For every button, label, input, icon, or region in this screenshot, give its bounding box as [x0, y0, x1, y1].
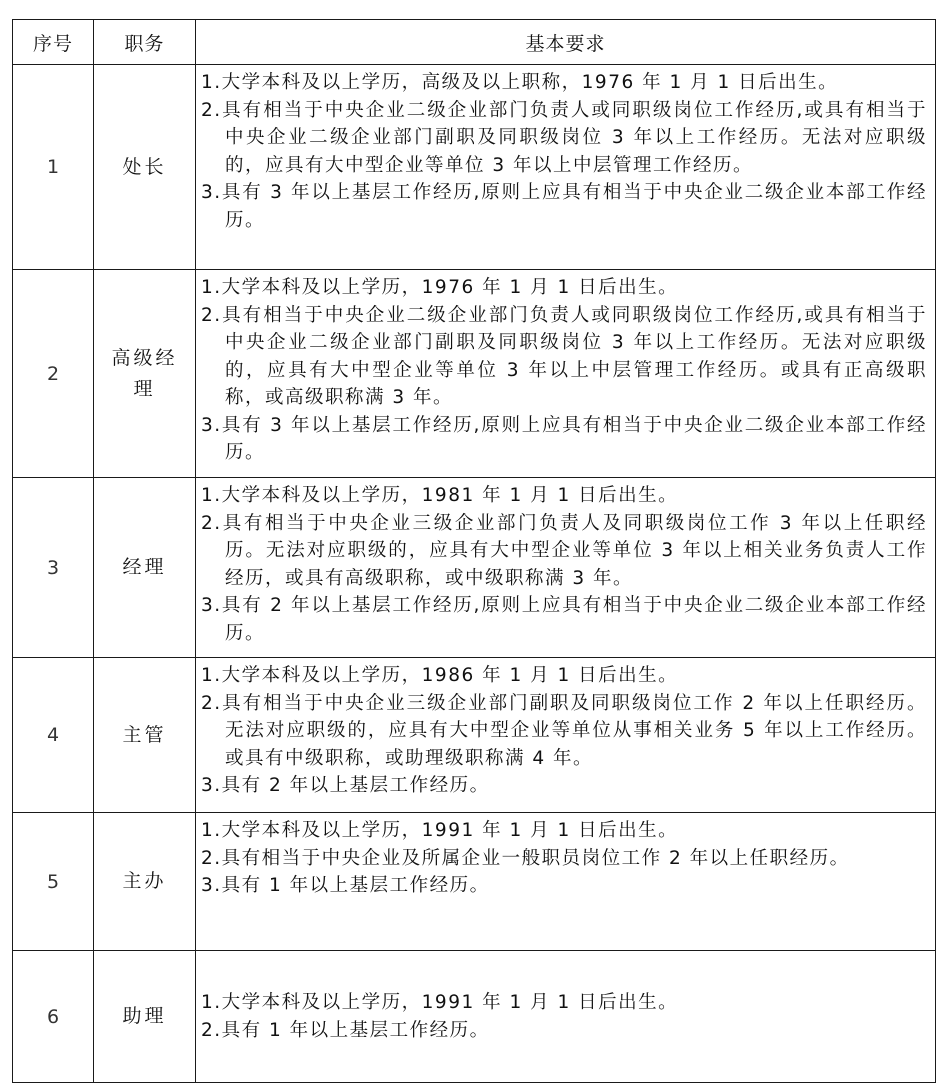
row-number: 6 [13, 951, 94, 1083]
row-position: 高级经理 [94, 270, 196, 478]
requirement-item: 1.大学本科及以上学历，1986 年 1 月 1 日后出生。 [201, 665, 679, 686]
requirement-item: 3.具有 2 年以上基层工作经历。 [201, 775, 490, 796]
requirement-item: 1.大学本科及以上学历，高级及以上职称，1976 年 1 月 1 日后出生。 [201, 72, 839, 93]
requirement-item: 1.大学本科及以上学历，1991 年 1 月 1 日后出生。 [201, 820, 679, 841]
row-requirements [196, 65, 936, 270]
requirement-item: 2.具有相当于中央企业及所属企业一般职员岗位工作 2 年以上任职经历。 [201, 847, 850, 869]
row-number: 1 [13, 65, 94, 270]
requirement-item: 3.具有 2 年以上基层工作经历,原则上应具有相当于中央企业二级企业本部工作经历。 [201, 595, 927, 644]
requirement-item: 2.具有相当于中央企业二级企业部门负责人或同职级岗位工作经历,或具有相当于中央企业二级企业部门副职及同职级岗位 3 年以上工作经历。无法对应职级的，应具有大中型企业等单位 3 年以上中层管理工作经历。 [201, 99, 927, 176]
header-no: 序号 [13, 20, 94, 65]
row-position: 经理 [94, 478, 196, 658]
row-requirements [196, 658, 936, 813]
table-row [13, 270, 936, 478]
row-requirements [196, 478, 936, 658]
requirement-item: 1.大学本科及以上学历，1981 年 1 月 1 日后出生。 [201, 485, 679, 506]
row-position: 主管 [94, 658, 196, 813]
requirement-item: 3.具有 1 年以上基层工作经历。 [201, 875, 490, 896]
table-row [13, 658, 936, 813]
row-requirements [196, 270, 936, 478]
row-position: 处长 [94, 65, 196, 270]
row-number: 2 [13, 270, 94, 478]
row-number: 3 [13, 478, 94, 658]
row-number: 4 [13, 658, 94, 813]
row-position: 助理 [94, 951, 196, 1083]
row-number: 5 [13, 813, 94, 951]
table-row [13, 478, 936, 658]
table-header-row [13, 20, 936, 65]
requirement-item: 2.具有相当于中央企业二级企业部门负责人或同职级岗位工作经历,或具有相当于中央企业二级企业部门副职及同职级岗位 3 年以上工作经历。无法对应职级的，应具有大中型企业等单位 3 年以上中层管理工作经历。或具有正高级职称，或高级职称满 3 年。 [201, 304, 927, 408]
requirement-item: 3.具有 3 年以上基层工作经历,原则上应具有相当于中央企业二级企业本部工作经历。 [201, 182, 927, 231]
requirement-item: 3.具有 3 年以上基层工作经历,原则上应具有相当于中央企业二级企业本部工作经历。 [201, 414, 927, 463]
table-row [13, 813, 936, 951]
job-requirements-table [12, 19, 936, 1083]
row-requirements [196, 813, 936, 951]
requirement-item: 2.具有 1 年以上基层工作经历。 [201, 1019, 490, 1041]
requirement-item: 2.具有相当于中央企业三级企业部门负责人及同职级岗位工作 3 年以上任职经历。无法对应职级的，应具有大中型企业等单位 3 年以上相关业务负责人工作经历，或具有高级职称，或中级职称满 3 年。 [201, 512, 927, 589]
table-row [13, 951, 936, 1083]
requirement-item: 1.大学本科及以上学历，1991 年 1 月 1 日后出生。 [201, 992, 679, 1013]
requirement-item: 1.大学本科及以上学历，1976 年 1 月 1 日后出生。 [201, 277, 679, 298]
requirement-item: 2.具有相当于中央企业三级企业部门副职及同职级岗位工作 2 年以上任职经历。无法对应职级的，应具有大中型企业等单位从事相关业务 5 年以上工作经历。或具有中级职称，或助理级职称满 4 年。 [201, 692, 927, 769]
table-row [13, 65, 936, 270]
row-requirements [196, 951, 936, 1083]
header-requirements: 基本要求 [196, 20, 936, 65]
row-position: 主办 [94, 813, 196, 951]
header-position: 职务 [94, 20, 196, 65]
